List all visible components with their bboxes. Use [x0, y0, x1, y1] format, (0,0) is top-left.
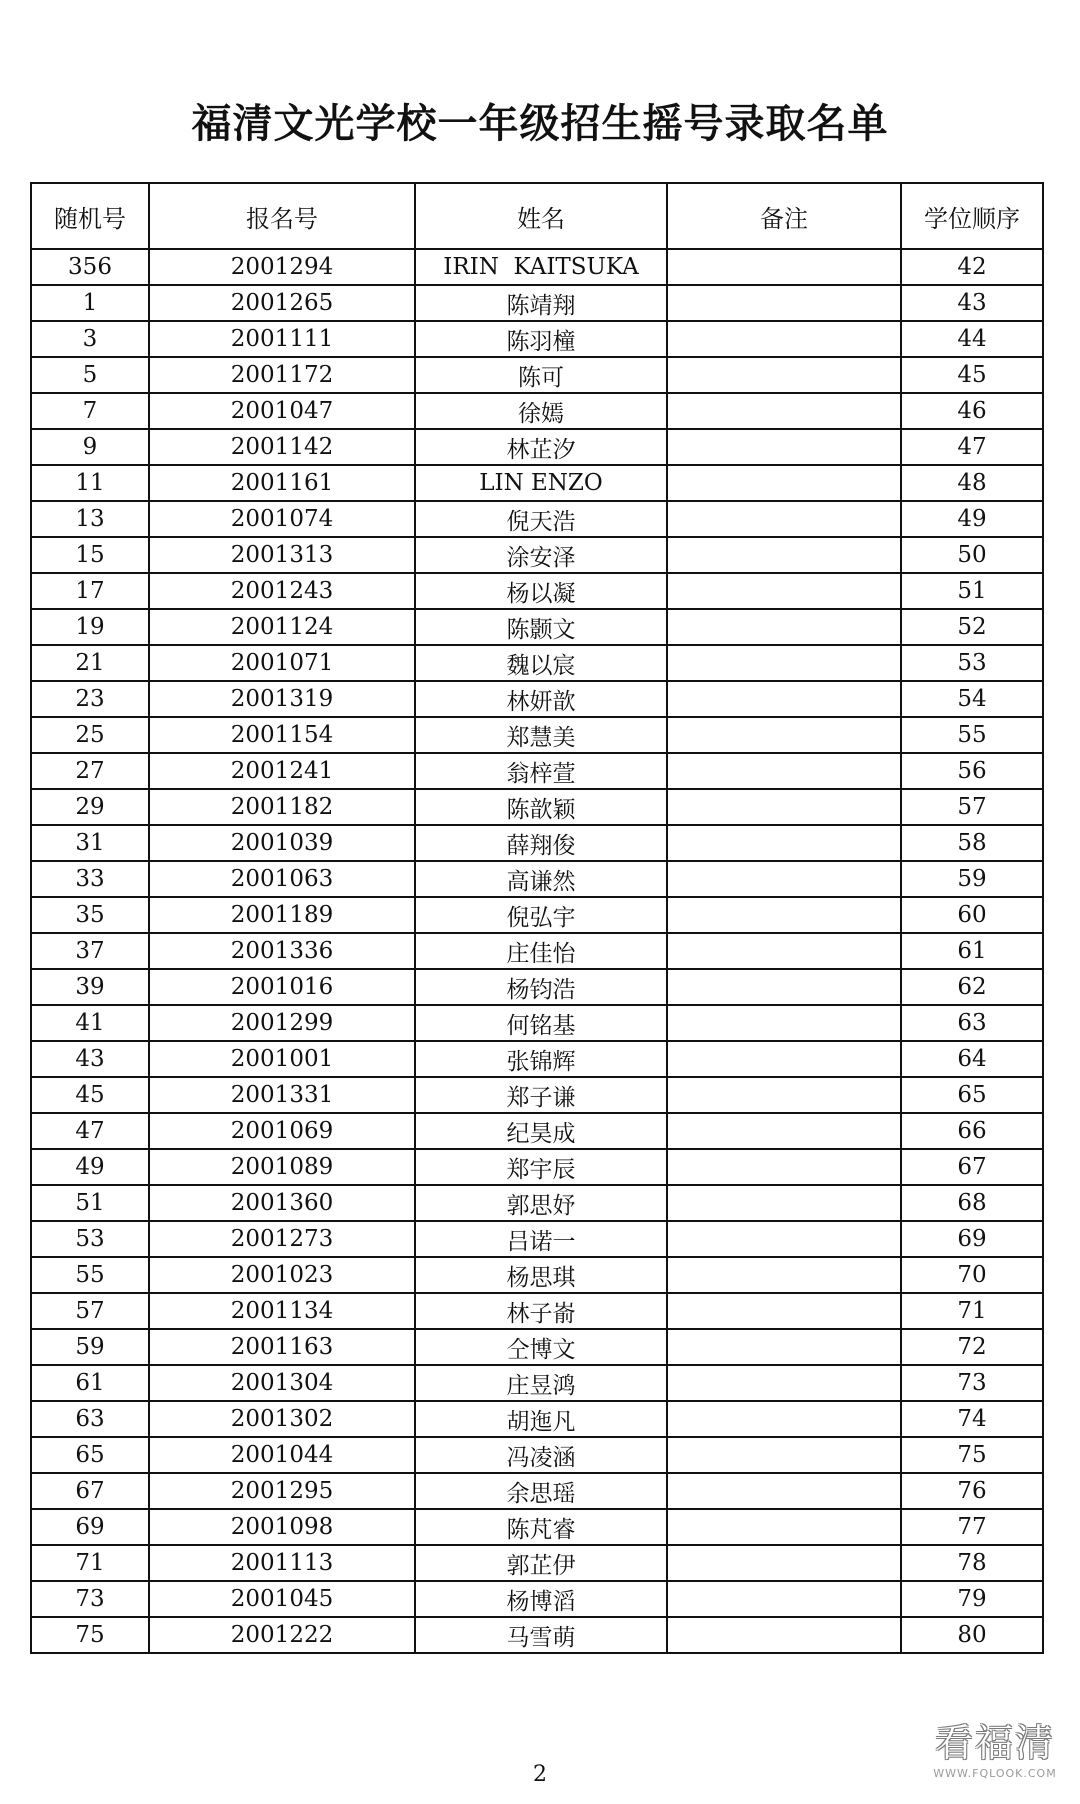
cell-registration-number: 2001044 [149, 1437, 415, 1473]
table-row [31, 681, 1043, 717]
cell-registration-number: 2001302 [149, 1401, 415, 1437]
cell-name: 陈歆颖 [415, 789, 667, 825]
cell-registration-number: 2001360 [149, 1185, 415, 1221]
cell-random-number: 15 [31, 537, 149, 573]
table-row [31, 1509, 1043, 1545]
cell-registration-number: 2001089 [149, 1149, 415, 1185]
column-header-seat-order: 学位顺序 [901, 183, 1043, 249]
column-header-random-number: 随机号 [31, 183, 149, 249]
cell-registration-number: 2001023 [149, 1257, 415, 1293]
table-row [31, 321, 1043, 357]
cell-random-number: 25 [31, 717, 149, 753]
cell-remarks [667, 969, 901, 1005]
cell-name: 杨钧浩 [415, 969, 667, 1005]
cell-random-number: 7 [31, 393, 149, 429]
page-number: 2 [533, 1762, 547, 1787]
cell-registration-number: 2001163 [149, 1329, 415, 1365]
cell-random-number: 55 [31, 1257, 149, 1293]
cell-random-number: 53 [31, 1221, 149, 1257]
table-header-row [31, 183, 1043, 249]
cell-seat-order: 54 [901, 681, 1043, 717]
cell-seat-order: 69 [901, 1221, 1043, 1257]
cell-registration-number: 2001016 [149, 969, 415, 1005]
cell-remarks [667, 1509, 901, 1545]
cell-seat-order: 51 [901, 573, 1043, 609]
cell-random-number: 71 [31, 1545, 149, 1581]
cell-seat-order: 76 [901, 1473, 1043, 1509]
column-header-name: 姓名 [415, 183, 667, 249]
cell-name: 吕诺一 [415, 1221, 667, 1257]
cell-seat-order: 42 [901, 249, 1043, 285]
cell-name: 胡迤凡 [415, 1401, 667, 1437]
table-row [31, 1185, 1043, 1221]
table-row [31, 1545, 1043, 1581]
table-row [31, 429, 1043, 465]
cell-random-number: 21 [31, 645, 149, 681]
table-row [31, 249, 1043, 285]
cell-name: 陈羽橦 [415, 321, 667, 357]
cell-remarks [667, 393, 901, 429]
cell-seat-order: 49 [901, 501, 1043, 537]
cell-seat-order: 58 [901, 825, 1043, 861]
cell-random-number: 9 [31, 429, 149, 465]
cell-remarks [667, 1077, 901, 1113]
cell-name: 马雪萌 [415, 1617, 667, 1653]
cell-random-number: 61 [31, 1365, 149, 1401]
cell-seat-order: 53 [901, 645, 1043, 681]
cell-registration-number: 2001142 [149, 429, 415, 465]
cell-remarks [667, 1473, 901, 1509]
table-row [31, 825, 1043, 861]
cell-remarks [667, 1257, 901, 1293]
cell-remarks [667, 1401, 901, 1437]
watermark-logo [920, 1712, 1070, 1794]
cell-name: 陈芃睿 [415, 1509, 667, 1545]
cell-seat-order: 78 [901, 1545, 1043, 1581]
table-row [31, 1581, 1043, 1617]
cell-name: 杨以凝 [415, 573, 667, 609]
cell-registration-number: 2001331 [149, 1077, 415, 1113]
table-row [31, 1005, 1043, 1041]
cell-seat-order: 62 [901, 969, 1043, 1005]
table-row [31, 1041, 1043, 1077]
cell-random-number: 29 [31, 789, 149, 825]
cell-seat-order: 73 [901, 1365, 1043, 1401]
cell-name: 杨博滔 [415, 1581, 667, 1617]
table-row [31, 1473, 1043, 1509]
cell-name: 陈颢文 [415, 609, 667, 645]
cell-name: 涂安泽 [415, 537, 667, 573]
cell-name: 徐嫣 [415, 393, 667, 429]
cell-remarks [667, 609, 901, 645]
table-row [31, 1149, 1043, 1185]
column-header-remarks: 备注 [667, 183, 901, 249]
cell-remarks [667, 789, 901, 825]
cell-random-number: 37 [31, 933, 149, 969]
table-row [31, 537, 1043, 573]
cell-registration-number: 2001182 [149, 789, 415, 825]
cell-random-number: 31 [31, 825, 149, 861]
cell-name: 薛翔俊 [415, 825, 667, 861]
cell-random-number: 63 [31, 1401, 149, 1437]
table-row [31, 609, 1043, 645]
cell-seat-order: 48 [901, 465, 1043, 501]
cell-seat-order: 45 [901, 357, 1043, 393]
cell-remarks [667, 1185, 901, 1221]
cell-registration-number: 2001243 [149, 573, 415, 609]
cell-registration-number: 2001063 [149, 861, 415, 897]
table-row [31, 357, 1043, 393]
cell-registration-number: 2001336 [149, 933, 415, 969]
cell-random-number: 356 [31, 249, 149, 285]
cell-name: 庄昱鸿 [415, 1365, 667, 1401]
cell-name: 庄佳怡 [415, 933, 667, 969]
cell-random-number: 69 [31, 1509, 149, 1545]
cell-name: 仝博文 [415, 1329, 667, 1365]
cell-random-number: 5 [31, 357, 149, 393]
cell-random-number: 51 [31, 1185, 149, 1221]
watermark-url: WWW.FQLOOK.COM [933, 1767, 1057, 1780]
cell-name: 何铭基 [415, 1005, 667, 1041]
cell-seat-order: 68 [901, 1185, 1043, 1221]
cell-name: 翁梓萱 [415, 753, 667, 789]
cell-name: 杨思琪 [415, 1257, 667, 1293]
cell-remarks [667, 753, 901, 789]
cell-seat-order: 61 [901, 933, 1043, 969]
cell-seat-order: 67 [901, 1149, 1043, 1185]
cell-random-number: 47 [31, 1113, 149, 1149]
cell-seat-order: 50 [901, 537, 1043, 573]
watermark-text: 看福清 [934, 1721, 1055, 1765]
table-row [31, 1329, 1043, 1365]
table-row [31, 501, 1043, 537]
cell-seat-order: 57 [901, 789, 1043, 825]
table-row [31, 393, 1043, 429]
cell-name: 林芷汐 [415, 429, 667, 465]
cell-registration-number: 2001313 [149, 537, 415, 573]
table-row [31, 861, 1043, 897]
cell-seat-order: 46 [901, 393, 1043, 429]
cell-registration-number: 2001069 [149, 1113, 415, 1149]
cell-registration-number: 2001273 [149, 1221, 415, 1257]
cell-name: 郭思妤 [415, 1185, 667, 1221]
table-row [31, 465, 1043, 501]
cell-registration-number: 2001154 [149, 717, 415, 753]
cell-random-number: 59 [31, 1329, 149, 1365]
cell-registration-number: 2001071 [149, 645, 415, 681]
cell-registration-number: 2001222 [149, 1617, 415, 1653]
cell-seat-order: 65 [901, 1077, 1043, 1113]
table-row [31, 1437, 1043, 1473]
cell-registration-number: 2001241 [149, 753, 415, 789]
cell-remarks [667, 717, 901, 753]
cell-remarks [667, 357, 901, 393]
cell-name: 余思瑶 [415, 1473, 667, 1509]
cell-remarks [667, 501, 901, 537]
cell-name: 张锦辉 [415, 1041, 667, 1077]
cell-remarks [667, 1149, 901, 1185]
table-row [31, 1401, 1043, 1437]
cell-random-number: 19 [31, 609, 149, 645]
cell-name: 林妍歆 [415, 681, 667, 717]
cell-registration-number: 2001304 [149, 1365, 415, 1401]
cell-name: 郑慧美 [415, 717, 667, 753]
table-row [31, 789, 1043, 825]
cell-random-number: 75 [31, 1617, 149, 1653]
cell-random-number: 41 [31, 1005, 149, 1041]
cell-registration-number: 2001294 [149, 249, 415, 285]
cell-random-number: 73 [31, 1581, 149, 1617]
cell-random-number: 17 [31, 573, 149, 609]
cell-registration-number: 2001039 [149, 825, 415, 861]
cell-seat-order: 59 [901, 861, 1043, 897]
cell-remarks [667, 1617, 901, 1653]
table-row [31, 897, 1043, 933]
table-body [31, 249, 1043, 1653]
cell-remarks [667, 1221, 901, 1257]
cell-name: 倪天浩 [415, 501, 667, 537]
table-row [31, 285, 1043, 321]
table-row [31, 1077, 1043, 1113]
cell-name: IRIN KAITSUKA [415, 249, 667, 285]
cell-random-number: 11 [31, 465, 149, 501]
cell-remarks [667, 933, 901, 969]
cell-seat-order: 56 [901, 753, 1043, 789]
cell-random-number: 23 [31, 681, 149, 717]
cell-random-number: 39 [31, 969, 149, 1005]
document-title: 福清文光学校一年级招生摇号录取名单 [191, 101, 889, 147]
cell-remarks [667, 573, 901, 609]
cell-registration-number: 2001319 [149, 681, 415, 717]
cell-seat-order: 71 [901, 1293, 1043, 1329]
cell-remarks [667, 681, 901, 717]
cell-remarks [667, 285, 901, 321]
table-row [31, 645, 1043, 681]
cell-registration-number: 2001265 [149, 285, 415, 321]
cell-name: 高谦然 [415, 861, 667, 897]
cell-seat-order: 47 [901, 429, 1043, 465]
cell-registration-number: 2001172 [149, 357, 415, 393]
table-row [31, 1257, 1043, 1293]
cell-seat-order: 43 [901, 285, 1043, 321]
table-row [31, 1293, 1043, 1329]
cell-remarks [667, 1293, 901, 1329]
cell-random-number: 3 [31, 321, 149, 357]
table-row [31, 969, 1043, 1005]
cell-remarks [667, 1113, 901, 1149]
cell-remarks [667, 645, 901, 681]
cell-remarks [667, 897, 901, 933]
cell-registration-number: 2001047 [149, 393, 415, 429]
cell-seat-order: 55 [901, 717, 1043, 753]
cell-seat-order: 44 [901, 321, 1043, 357]
cell-random-number: 43 [31, 1041, 149, 1077]
cell-seat-order: 63 [901, 1005, 1043, 1041]
cell-registration-number: 2001111 [149, 321, 415, 357]
cell-seat-order: 72 [901, 1329, 1043, 1365]
cell-remarks [667, 249, 901, 285]
cell-seat-order: 80 [901, 1617, 1043, 1653]
cell-registration-number: 2001045 [149, 1581, 415, 1617]
cell-registration-number: 2001295 [149, 1473, 415, 1509]
cell-remarks [667, 1005, 901, 1041]
cell-seat-order: 52 [901, 609, 1043, 645]
cell-remarks [667, 1365, 901, 1401]
cell-random-number: 45 [31, 1077, 149, 1113]
cell-seat-order: 64 [901, 1041, 1043, 1077]
cell-registration-number: 2001161 [149, 465, 415, 501]
cell-name: 陈靖翔 [415, 285, 667, 321]
cell-remarks [667, 1581, 901, 1617]
table-row [31, 717, 1043, 753]
cell-name: 冯凌涵 [415, 1437, 667, 1473]
cell-random-number: 65 [31, 1437, 149, 1473]
cell-name: 郭芷伊 [415, 1545, 667, 1581]
cell-seat-order: 70 [901, 1257, 1043, 1293]
cell-remarks [667, 465, 901, 501]
table-row [31, 1113, 1043, 1149]
cell-name: 陈可 [415, 357, 667, 393]
cell-registration-number: 2001113 [149, 1545, 415, 1581]
cell-name: 纪昊成 [415, 1113, 667, 1149]
cell-remarks [667, 1545, 901, 1581]
cell-seat-order: 75 [901, 1437, 1043, 1473]
cell-name: 林子嵛 [415, 1293, 667, 1329]
cell-name: 魏以宸 [415, 645, 667, 681]
cell-name: 倪弘宇 [415, 897, 667, 933]
cell-seat-order: 60 [901, 897, 1043, 933]
cell-name: 郑子谦 [415, 1077, 667, 1113]
admission-list-table [30, 182, 1044, 1654]
cell-name: 郑宇辰 [415, 1149, 667, 1185]
cell-random-number: 35 [31, 897, 149, 933]
column-header-registration-number: 报名号 [149, 183, 415, 249]
cell-seat-order: 77 [901, 1509, 1043, 1545]
cell-seat-order: 79 [901, 1581, 1043, 1617]
cell-random-number: 49 [31, 1149, 149, 1185]
cell-name: LIN ENZO [415, 465, 667, 501]
cell-random-number: 1 [31, 285, 149, 321]
cell-random-number: 33 [31, 861, 149, 897]
cell-remarks [667, 825, 901, 861]
table-row [31, 1221, 1043, 1257]
table-row [31, 753, 1043, 789]
cell-random-number: 13 [31, 501, 149, 537]
cell-random-number: 57 [31, 1293, 149, 1329]
cell-random-number: 67 [31, 1473, 149, 1509]
cell-registration-number: 2001134 [149, 1293, 415, 1329]
table-row [31, 1617, 1043, 1653]
cell-remarks [667, 1329, 901, 1365]
cell-registration-number: 2001001 [149, 1041, 415, 1077]
cell-seat-order: 74 [901, 1401, 1043, 1437]
cell-random-number: 27 [31, 753, 149, 789]
cell-registration-number: 2001189 [149, 897, 415, 933]
cell-registration-number: 2001074 [149, 501, 415, 537]
cell-remarks [667, 861, 901, 897]
cell-remarks [667, 429, 901, 465]
cell-registration-number: 2001299 [149, 1005, 415, 1041]
table-row [31, 933, 1043, 969]
cell-remarks [667, 321, 901, 357]
cell-remarks [667, 1437, 901, 1473]
cell-remarks [667, 1041, 901, 1077]
cell-seat-order: 66 [901, 1113, 1043, 1149]
cell-registration-number: 2001098 [149, 1509, 415, 1545]
cell-registration-number: 2001124 [149, 609, 415, 645]
cell-remarks [667, 537, 901, 573]
table-row [31, 573, 1043, 609]
table-row [31, 1365, 1043, 1401]
